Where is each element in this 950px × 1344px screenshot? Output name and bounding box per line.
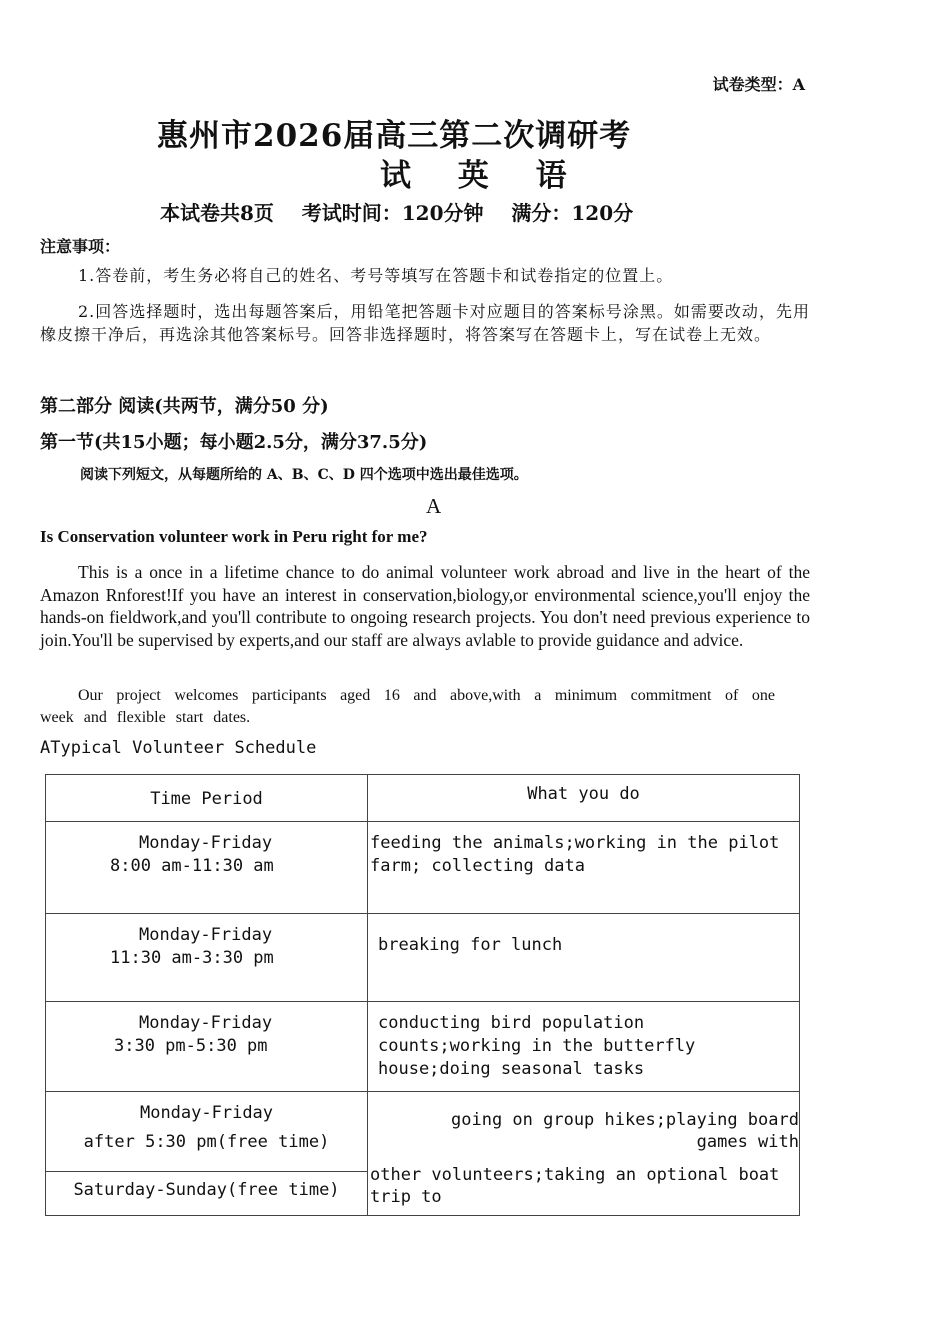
subsection-heading: 第一节(共15小题；每小题2.5分，满分37.5分)	[40, 432, 428, 453]
day-range: Monday-Friday	[139, 925, 273, 945]
section-heading: 第二部分 阅读(共两节，满分50 分)	[40, 396, 329, 417]
activity-text: going on group hikes;playing board games with	[451, 1110, 799, 1152]
paper-type-label: 试卷类型：A	[712, 75, 805, 94]
table-row	[46, 914, 800, 1002]
activity-text: conducting bird population counts;working in the butterfly house;doing seasonal tasks	[378, 1013, 696, 1079]
time-period-cell	[46, 822, 368, 914]
notice-item-2: 2.回答选择题时，选出每题答案后，用铅笔把答题卡对应题目的答案标号涂黑。如需要改动，先用橡皮擦干净后，再选涂其他答案标号。回答非选择题时，将答案写在答题卡上，写在试卷上无效。	[40, 302, 810, 344]
activity-text: breaking for lunch	[378, 935, 563, 955]
time-period-cell	[46, 914, 368, 1002]
schedule-heading: ATypical Volunteer Schedule	[40, 738, 317, 758]
exam-title: 惠州市2026届高三第二次调研考	[157, 118, 632, 154]
day-range: Monday-Friday	[139, 833, 273, 853]
column-header-time-period: Time Period	[46, 775, 368, 822]
time-period-cell: Saturday-Sunday(free time)	[46, 1172, 368, 1216]
table-row	[46, 822, 800, 914]
activity-cell	[368, 1002, 800, 1092]
activity-text: other volunteers;taking an optional boat trip to	[370, 1165, 780, 1207]
day-range: Monday-Friday	[139, 1013, 273, 1033]
activity-cell	[368, 1092, 800, 1216]
exam-subject: 试 英 语	[380, 158, 585, 194]
activity-cell: feeding the animals;working in the pilot farm; collecting data	[368, 822, 800, 914]
table-row	[46, 1002, 800, 1092]
activity-cell	[368, 914, 800, 1002]
passage-paragraph: This is a once in a lifetime chance to do animal volunteer work abroad and live in the heart of the Amazon Rnforest!If you have an interest in conservation,biology,or environmental science,you'll enjoy the hands-on fieldwork,and you'll contribute to ongoing research projects. You don't need previous experience to join.You'll be supervised by experts,and our staff are always avlable to provide guidance and advice.	[40, 562, 810, 650]
time-range: 8:00 am-11:30 am	[110, 856, 274, 876]
notice-item-1: 1.答卷前，考生务必将自己的姓名、考号等填写在答题卡和试卷指定的位置上。	[78, 266, 674, 285]
section-instruction: 阅读下列短文，从每题所给的 A、B、C、D 四个选项中选出最佳选项。	[80, 467, 528, 483]
table-row	[46, 1092, 800, 1172]
time-period-cell	[46, 1092, 368, 1172]
exam-info: 本试卷共8页 考试时间：120分钟 满分：120分	[160, 201, 634, 225]
notice-heading: 注意事项：	[40, 237, 121, 256]
column-header-what-you-do: What you do	[368, 775, 800, 822]
passage-paragraph: Our project welcomes participants aged 16 and above,with a minimum commitment of one week and flexible start dates.	[40, 687, 775, 726]
time-range: after 5:30 pm(free time)	[83, 1132, 330, 1152]
passage-letter: A	[426, 494, 442, 518]
time-period-cell	[46, 1002, 368, 1092]
table-header-row	[46, 775, 800, 822]
time-range: 3:30 pm-5:30 pm	[114, 1036, 268, 1056]
time-range: 11:30 am-3:30 pm	[110, 948, 274, 968]
schedule-table	[45, 774, 800, 1216]
day-range: Monday-Friday	[139, 1103, 274, 1123]
passage-title: Is Conservation volunteer work in Peru right for me?	[40, 527, 428, 546]
